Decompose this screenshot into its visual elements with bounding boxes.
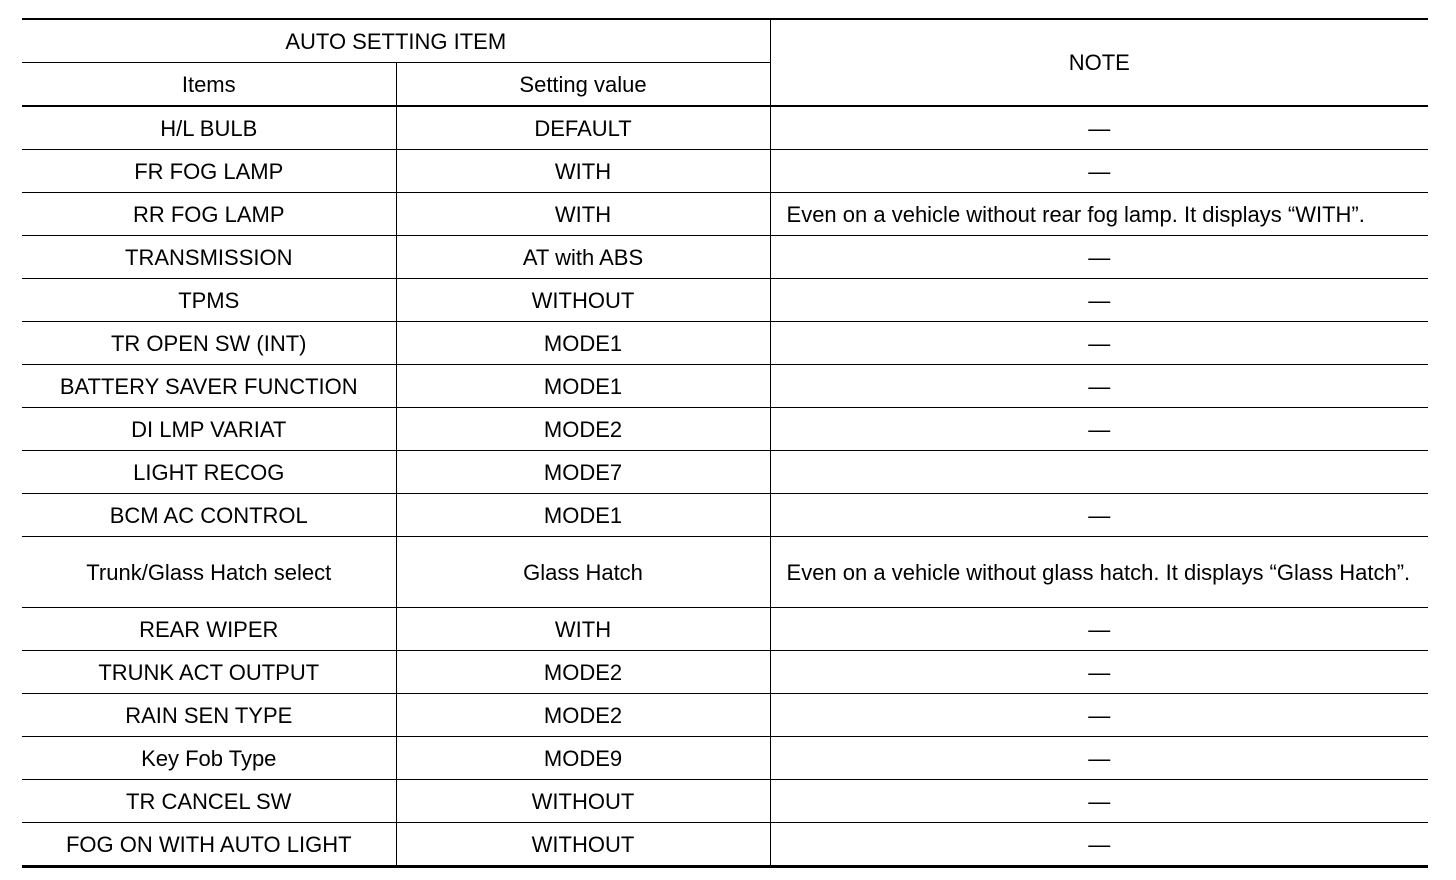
setting-value-cell: DEFAULT (396, 106, 770, 150)
item-cell: RR FOG LAMP (22, 193, 396, 236)
setting-value-cell: MODE9 (396, 737, 770, 780)
note-cell: — (770, 780, 1428, 823)
setting-value-cell: WITHOUT (396, 823, 770, 867)
setting-value-cell: Glass Hatch (396, 537, 770, 608)
item-cell: TPMS (22, 279, 396, 322)
note-cell: — (770, 823, 1428, 867)
item-cell: Key Fob Type (22, 737, 396, 780)
note-cell: — (770, 694, 1428, 737)
setting-value-cell: MODE2 (396, 408, 770, 451)
note-cell: — (770, 322, 1428, 365)
setting-value-header: Setting value (396, 63, 770, 107)
note-cell: — (770, 651, 1428, 694)
table-row (22, 823, 1428, 867)
item-cell: FR FOG LAMP (22, 150, 396, 193)
setting-value-cell: MODE2 (396, 694, 770, 737)
table-row (22, 193, 1428, 236)
note-cell: — (770, 365, 1428, 408)
items-header: Items (22, 63, 396, 107)
table-row (22, 365, 1428, 408)
table-row (22, 780, 1428, 823)
note-cell: — (770, 494, 1428, 537)
note-cell: — (770, 737, 1428, 780)
item-cell: RAIN SEN TYPE (22, 694, 396, 737)
setting-value-cell: MODE1 (396, 494, 770, 537)
table-row (22, 494, 1428, 537)
note-cell: — (770, 279, 1428, 322)
note-cell: — (770, 408, 1428, 451)
table-header (22, 19, 1428, 106)
item-cell: BCM AC CONTROL (22, 494, 396, 537)
note-cell: Even on a vehicle without rear fog lamp. It displays “WITH”. (770, 193, 1428, 236)
note-header: NOTE (770, 19, 1428, 106)
setting-value-cell: WITHOUT (396, 279, 770, 322)
setting-value-cell: AT with ABS (396, 236, 770, 279)
table-row (22, 279, 1428, 322)
setting-value-cell: MODE1 (396, 365, 770, 408)
table-row (22, 408, 1428, 451)
note-cell: — (770, 236, 1428, 279)
table-row (22, 150, 1428, 193)
note-cell: — (770, 106, 1428, 150)
table-row (22, 236, 1428, 279)
table-row (22, 106, 1428, 150)
item-cell: TRANSMISSION (22, 236, 396, 279)
table-row (22, 322, 1428, 365)
setting-value-cell: WITHOUT (396, 780, 770, 823)
table-row (22, 608, 1428, 651)
note-cell: Even on a vehicle without glass hatch. It displays “Glass Hatch”. (770, 537, 1428, 608)
item-cell: REAR WIPER (22, 608, 396, 651)
table-body (22, 106, 1428, 867)
item-cell: TRUNK ACT OUTPUT (22, 651, 396, 694)
item-cell: Trunk/Glass Hatch select (22, 537, 396, 608)
table-row (22, 737, 1428, 780)
table-row (22, 694, 1428, 737)
setting-value-cell: WITH (396, 193, 770, 236)
header-row-group (22, 19, 1428, 63)
table-row (22, 651, 1428, 694)
setting-value-cell: MODE1 (396, 322, 770, 365)
setting-value-cell: WITH (396, 150, 770, 193)
auto-setting-item-header: AUTO SETTING ITEM (22, 19, 770, 63)
item-cell: TR CANCEL SW (22, 780, 396, 823)
note-cell (770, 451, 1428, 494)
item-cell: FOG ON WITH AUTO LIGHT (22, 823, 396, 867)
item-cell: BATTERY SAVER FUNCTION (22, 365, 396, 408)
auto-setting-table (22, 18, 1428, 868)
item-cell: TR OPEN SW (INT) (22, 322, 396, 365)
item-cell: H/L BULB (22, 106, 396, 150)
setting-value-cell: MODE2 (396, 651, 770, 694)
item-cell: DI LMP VARIAT (22, 408, 396, 451)
table-row (22, 451, 1428, 494)
setting-value-cell: WITH (396, 608, 770, 651)
table-row (22, 537, 1428, 608)
note-cell: — (770, 150, 1428, 193)
item-cell: LIGHT RECOG (22, 451, 396, 494)
note-cell: — (770, 608, 1428, 651)
setting-value-cell: MODE7 (396, 451, 770, 494)
